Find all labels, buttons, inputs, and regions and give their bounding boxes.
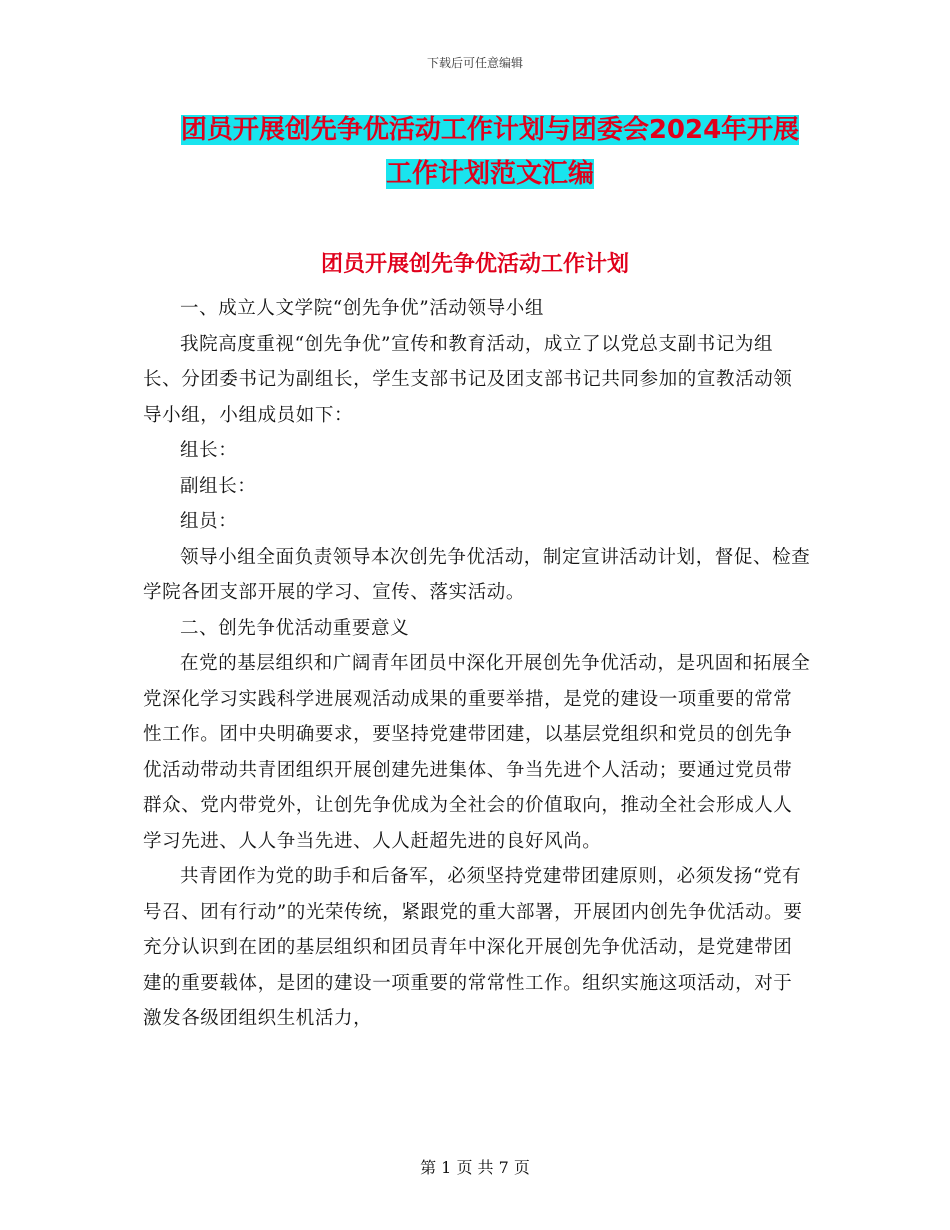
heading-1: 一、成立人文学院“创先争优”活动领导小组 [180, 298, 544, 319]
section-title: 团员开展创先争优活动工作计划 [320, 252, 629, 277]
document-title-line-1: 团员开展创先争优活动工作计划与团委会2024年开展 [180, 115, 800, 145]
header-note: 下载后可任意编辑 [426, 56, 523, 70]
heading-2: 二、创先争优活动重要意义 [180, 617, 410, 639]
deputy-leader-line: 副组长： [180, 475, 257, 497]
document-body [143, 291, 811, 1037]
paragraph: 在党的基层组织和广阔青年团员中深化开展创先争优活动，是巩固和拓展全党深化学习实践科学进展观活动成果的重要举措，是党的建设一项重要的常常性工作。团中央明确要求，要坚持党建带团建，以基层党组织和党员的创先争优活动带动共青团组织开展创建先进集体、争当先进个人活动；要通过党员带群众、党内带党外，让创先争优成为全社会的价值取向，推动全社会形成人人学习先进、人人争当先进、人人赶超先进的良好风尚。 [143, 653, 811, 852]
leader-line: 组长： [180, 440, 238, 461]
paragraph: 领导小组全面负责领导本次创先争优活动，制定宣讲活动计划，督促、检查学院各团支部开展的学习、宣传、落实活动。 [143, 546, 811, 603]
members-line: 组员： [180, 511, 238, 532]
paragraph: 共青团作为党的助手和后备军，必须坚持党建带团建原则，必须发扬“党有号召、团有行动”的光荣传统，紧跟党的重大部署，开展团内创先争优活动。要充分认识到在团的基层组织和团员青年中深化开展创先争优活动，是党建带团建的重要载体，是团的建设一项重要的常常性工作。组织实施这项活动，对于激发各级团组织生机活力， [143, 866, 803, 1029]
document-title-line-2: 工作计划范文汇编 [385, 159, 594, 189]
document-title [140, 108, 840, 196]
page-footer: 第 1 页 共 7 页 [420, 1158, 530, 1177]
paragraph: 我院高度重视“创先争优”宣传和教育活动，成立了以党总支副书记为组长、分团委书记为副组长，学生支部书记及团支部书记共同参加的宣教活动领导小组，小组成员如下： [143, 333, 793, 426]
